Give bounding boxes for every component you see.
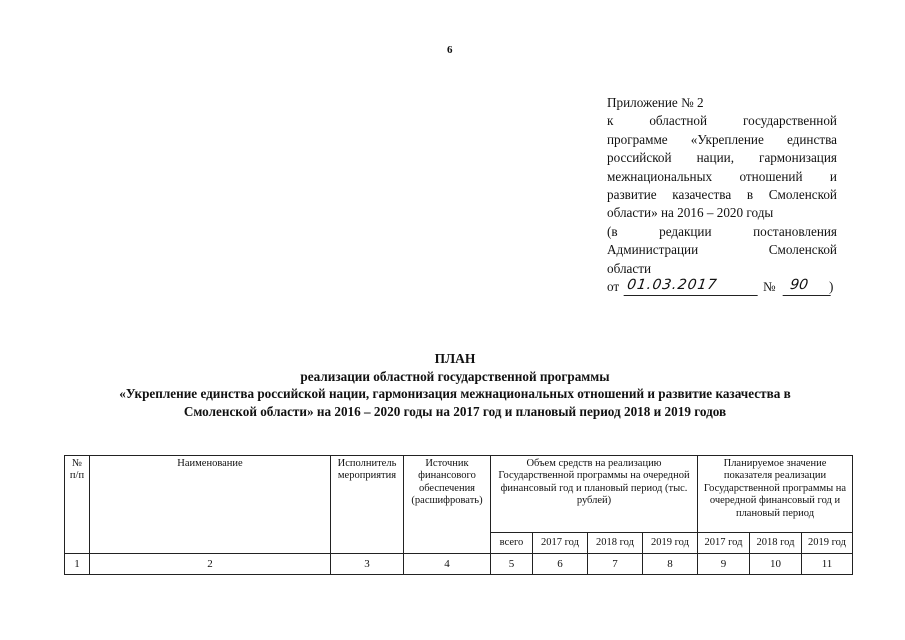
appendix-line: российской нации, гармонизация [607,150,837,166]
column-number: 2 [90,554,331,575]
appendix-line: к областной государственной [607,113,837,129]
handwritten-number: 90 [783,276,834,296]
column-number: 10 [750,554,802,575]
funds-subheader: 2017 год [533,533,588,554]
appendix-line: области [607,260,652,276]
funds-subheader: 2018 год [588,533,643,554]
appendix-line: развитие казачества в Смоленской [607,187,837,203]
column-number: 6 [533,554,588,575]
table-header-row [65,456,853,533]
resolution-date-line [607,278,837,297]
appendix-line: Приложение № 2 [607,95,704,110]
header-name: Наименование [90,456,331,554]
appendix-line: программе «Укрепление единства [607,131,837,147]
column-number: 8 [643,554,698,575]
handwritten-date: 01.03.2017 [624,276,761,296]
table-column-numbers-row [65,554,853,575]
indicator-subheader: 2017 год [698,533,750,554]
indicator-subheader: 2019 год [802,533,853,554]
number-label: № [763,279,776,295]
appendix-line: Администрации Смоленской [607,242,837,258]
appendix-line: области» на 2016 – 2020 годы [607,205,774,221]
appendix-block [607,94,837,297]
column-number: 1 [65,554,90,575]
plan-title [40,350,870,420]
header-executor: Исполнитель мероприятия [331,456,404,554]
column-number: 11 [802,554,853,575]
column-number: 9 [698,554,750,575]
header-num: № п/п [65,456,90,554]
indicator-subheader: 2018 год [750,533,802,554]
header-source: Источник финансового обеспечения (расшифровать) [404,456,491,554]
funds-subheader: 2019 год [643,533,698,554]
plan-table [64,455,853,575]
plan-title-line: реализации областной государственной программы [300,368,610,384]
funds-subheader: всего [491,533,533,554]
plan-heading: ПЛАН [434,351,476,366]
appendix-line: (в редакции постановления [607,223,837,239]
header-indicator: Планируемое значение показателя реализации Государственной программы на очередной финансовый год и плановый период [698,456,853,533]
page-number: 6 [447,44,453,56]
plan-title-line: Смоленской области» на 2016 – 2020 годы на 2017 год и плановый период 2018 и 2019 годов [183,403,727,419]
column-number: 5 [491,554,533,575]
closing-parenthesis: ) [829,279,834,295]
from-label: от [607,279,620,295]
header-funds: Объем средств на реализацию Государственной программы на очередной финансовый год и плановый период (тыс. рублей) [491,456,698,533]
column-number: 7 [588,554,643,575]
column-number: 4 [404,554,491,575]
appendix-line: межнациональных отношений и [607,168,837,184]
column-number: 3 [331,554,404,575]
plan-title-line: «Укрепление единства российской нации, гармонизация межнациональных отношений и развитие казачества в [119,386,791,401]
